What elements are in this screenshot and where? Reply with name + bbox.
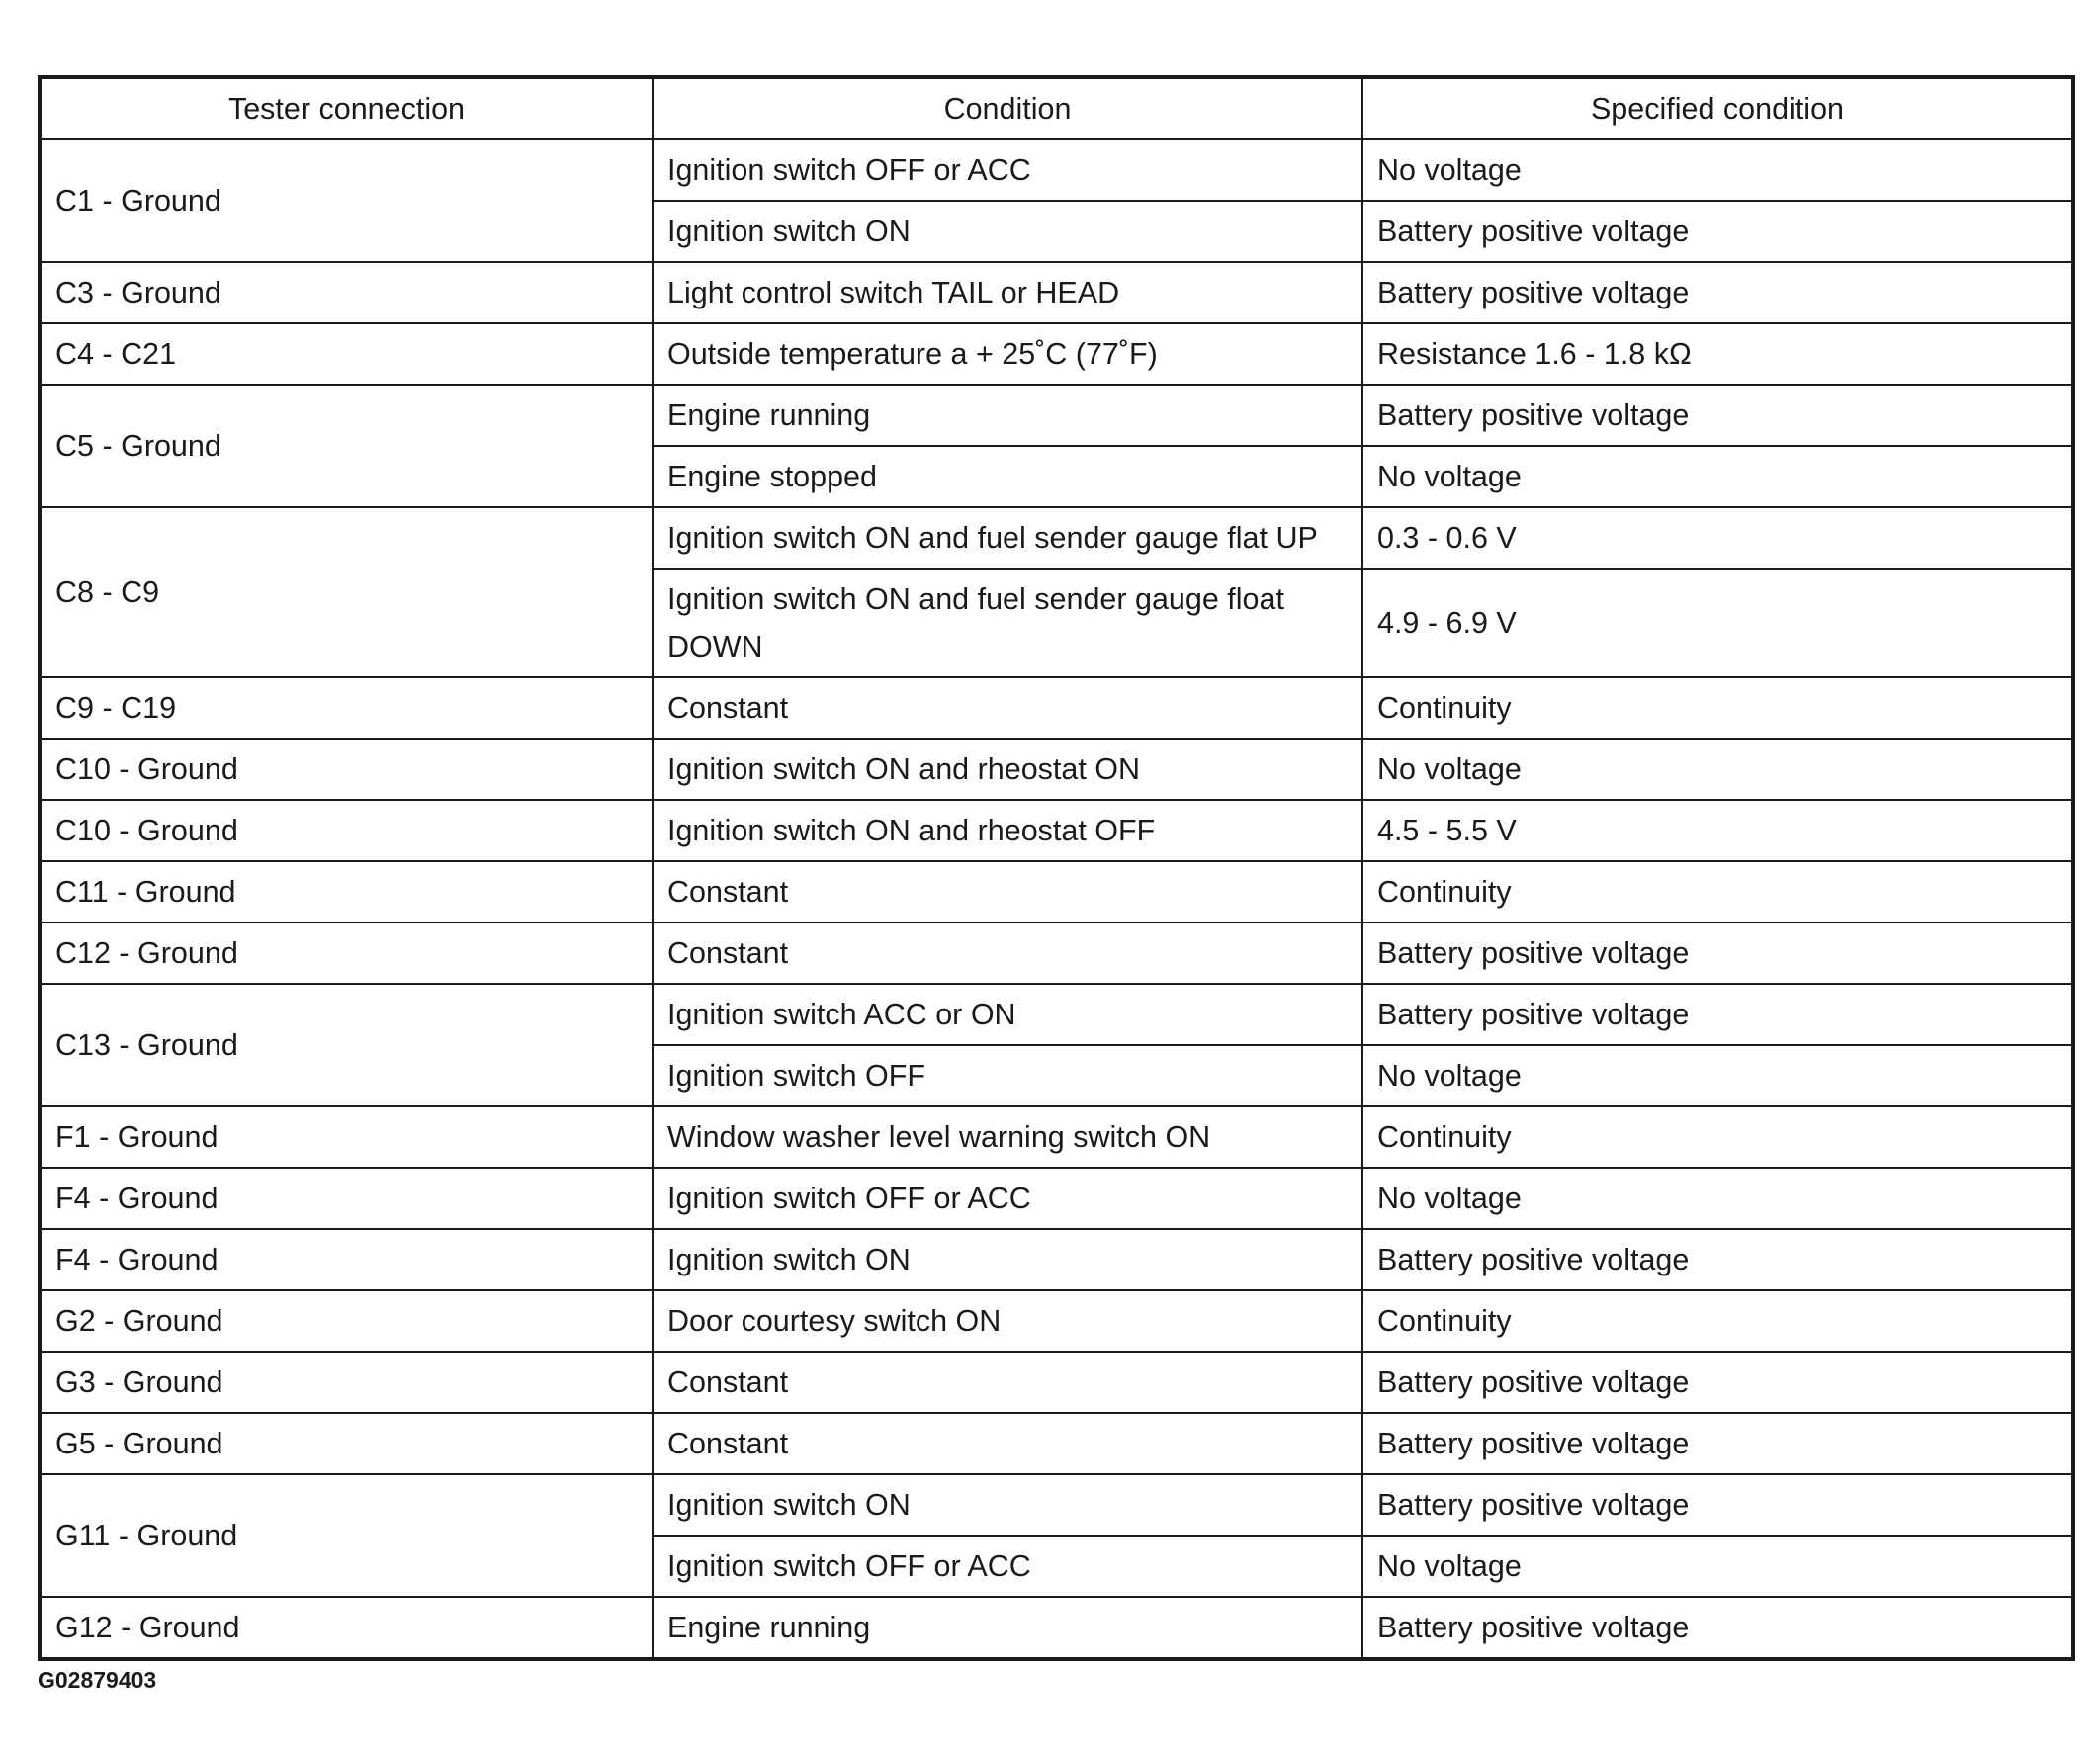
cell-specified: Battery positive voltage [1362,201,2073,262]
table-row [40,1413,2073,1474]
cell-condition: Door courtesy switch ON [653,1290,1362,1352]
cell-condition: Constant [653,923,1362,984]
cell-specified: Resistance 1.6 - 1.8 kΩ [1362,323,2073,385]
table-row [40,1597,2073,1659]
cell-connection: F4 - Ground [40,1229,653,1290]
cell-condition: Ignition switch ON [653,201,1362,262]
cell-specified: Battery positive voltage [1362,1229,2073,1290]
cell-connection: C10 - Ground [40,739,653,800]
cell-connection: G5 - Ground [40,1413,653,1474]
header-condition: Condition [653,77,1362,139]
cell-connection: C11 - Ground [40,861,653,923]
cell-specified: 4.5 - 5.5 V [1362,800,2073,861]
table-row [40,139,2073,201]
cell-condition: Ignition switch ON and rheostat OFF [653,800,1362,861]
cell-specified: Battery positive voltage [1362,1352,2073,1413]
cell-connection: G11 - Ground [40,1474,653,1597]
cell-specified: 0.3 - 0.6 V [1362,507,2073,569]
cell-condition: Ignition switch OFF or ACC [653,1168,1362,1229]
cell-condition: Constant [653,861,1362,923]
cell-specified: Battery positive voltage [1362,984,2073,1045]
cell-condition: Engine running [653,1597,1362,1659]
cell-specified: No voltage [1362,739,2073,800]
table-row [40,1474,2073,1536]
cell-connection: G2 - Ground [40,1290,653,1352]
cell-condition: Light control switch TAIL or HEAD [653,262,1362,323]
cell-specified: No voltage [1362,1045,2073,1106]
cell-condition: Constant [653,1413,1362,1474]
table-row [40,1168,2073,1229]
cell-condition: Ignition switch OFF [653,1045,1362,1106]
cell-condition: Ignition switch ON [653,1474,1362,1536]
cell-connection: C1 - Ground [40,139,653,262]
table-row [40,1106,2073,1168]
cell-condition: Outside temperature a + 25˚C (77˚F) [653,323,1362,385]
table-row [40,984,2073,1045]
cell-specified: Continuity [1362,1290,2073,1352]
tester-connection-table [38,75,2075,1661]
cell-condition: Ignition switch OFF or ACC [653,1536,1362,1597]
cell-specified: Battery positive voltage [1362,1597,2073,1659]
figure-id-label: G02879403 [38,1667,157,1693]
cell-condition: Ignition switch ON and rheostat ON [653,739,1362,800]
cell-specified: Continuity [1362,1106,2073,1168]
table-row [40,507,2073,569]
table-header-row [40,77,2073,139]
header-tester-connection: Tester connection [40,77,653,139]
cell-specified: Continuity [1362,677,2073,739]
cell-condition: Constant [653,677,1362,739]
cell-specified: Continuity [1362,861,2073,923]
table-row [40,861,2073,923]
table-row [40,800,2073,861]
cell-connection: F4 - Ground [40,1168,653,1229]
cell-specified: Battery positive voltage [1362,1474,2073,1536]
cell-connection: C5 - Ground [40,385,653,507]
table-row [40,262,2073,323]
cell-condition: Ignition switch ACC or ON [653,984,1362,1045]
cell-connection: C13 - Ground [40,984,653,1106]
table-row [40,739,2073,800]
table-row [40,1229,2073,1290]
cell-connection: C3 - Ground [40,262,653,323]
cell-connection: G12 - Ground [40,1597,653,1659]
cell-condition: Ignition switch ON and fuel sender gauge flat UP [653,507,1362,569]
cell-condition: Constant [653,1352,1362,1413]
cell-connection: C8 - C9 [40,507,653,677]
cell-specified: No voltage [1362,446,2073,507]
table-row [40,1352,2073,1413]
cell-specified: 4.9 - 6.9 V [1362,569,2073,677]
cell-condition: Ignition switch ON and fuel sender gauge float DOWN [653,569,1362,677]
cell-specified: Battery positive voltage [1362,923,2073,984]
cell-specified: Battery positive voltage [1362,262,2073,323]
cell-condition: Engine stopped [653,446,1362,507]
cell-specified: Battery positive voltage [1362,1413,2073,1474]
table-row [40,385,2073,446]
cell-condition: Ignition switch ON [653,1229,1362,1290]
cell-connection: G3 - Ground [40,1352,653,1413]
cell-condition: Window washer level warning switch ON [653,1106,1362,1168]
table-row [40,677,2073,739]
cell-condition: Ignition switch OFF or ACC [653,139,1362,201]
cell-connection: C9 - C19 [40,677,653,739]
cell-condition: Engine running [653,385,1362,446]
table-row [40,1290,2073,1352]
cell-connection: F1 - Ground [40,1106,653,1168]
cell-connection: C4 - C21 [40,323,653,385]
cell-connection: C10 - Ground [40,800,653,861]
table-row [40,923,2073,984]
cell-specified: No voltage [1362,1536,2073,1597]
cell-specified: No voltage [1362,139,2073,201]
table-row [40,323,2073,385]
cell-specified: No voltage [1362,1168,2073,1229]
cell-specified: Battery positive voltage [1362,385,2073,446]
cell-connection: C12 - Ground [40,923,653,984]
header-specified-condition: Specified condition [1362,77,2073,139]
